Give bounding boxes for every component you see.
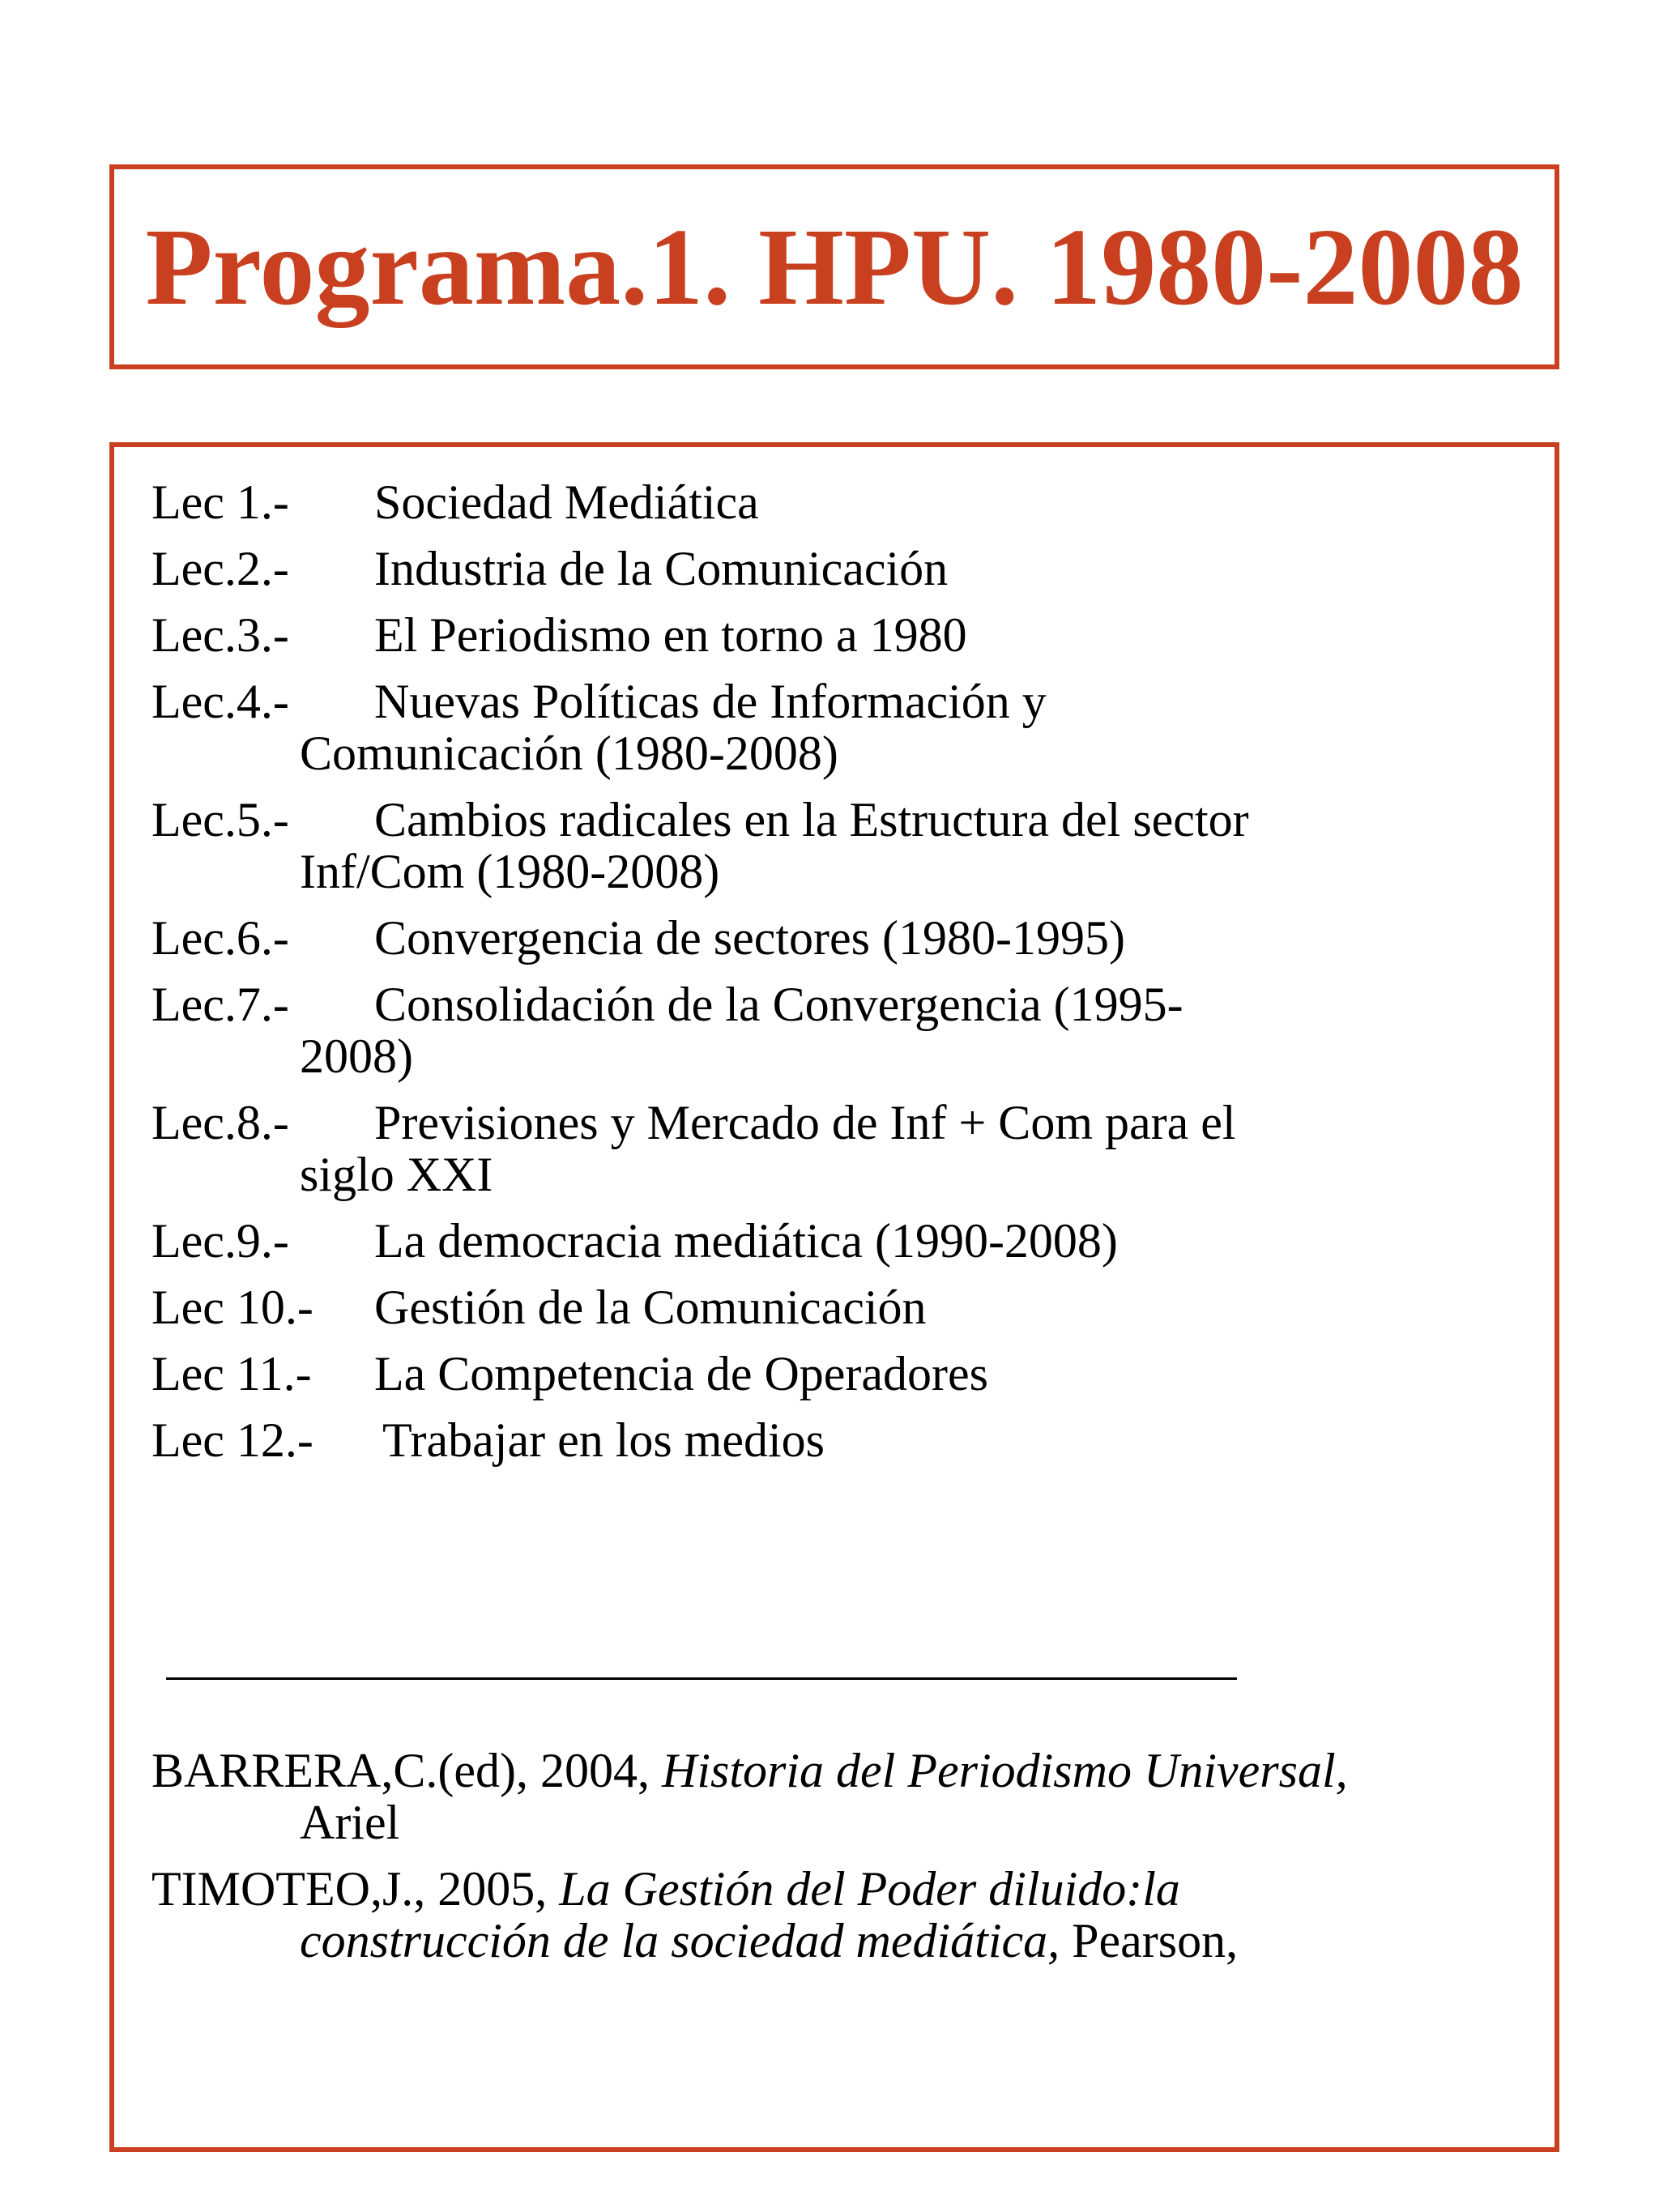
lesson-number: Lec 11.- [151,1347,312,1400]
lesson-title: Industria de la Comunicación [374,542,949,595]
reference-author: TIMOTEO,J., 2005, [151,1862,560,1916]
content-box [109,442,1559,2152]
reference-book-title: Historia del Periodismo Universal, [662,1744,1348,1797]
lesson-title: Convergencia de sectores (1980-1995) [374,911,1125,965]
lesson-number: Lec.8.- [151,1096,289,1149]
lesson-title: Previsiones y Mercado de Inf + Com para el [374,1096,1236,1149]
reference-publisher: Ariel [300,1796,400,1849]
lesson-title-continued: 2008) [300,1029,413,1083]
lesson-item-7 [151,978,1529,1082]
lesson-number: Lec.9.- [151,1214,289,1268]
lesson-title: Nuevas Políticas de Información y [374,675,1047,728]
lesson-item-9 [151,1215,1529,1267]
title-box [109,164,1559,369]
reference-book-title-line2: construcción de la sociedad mediática, [300,1914,1060,1967]
reference-list [151,1745,1553,1981]
reference-book-title: La Gestión del Poder diluido:la [559,1862,1180,1916]
page-title: Programa.1. HPU. 1980-2008 [145,206,1524,328]
lesson-item-2 [151,543,1529,595]
lesson-number: Lec.4.- [151,675,289,728]
lesson-title: Gestión de la Comunicación [374,1281,927,1334]
lesson-item-1 [151,476,1529,528]
lesson-item-4 [151,676,1529,779]
lesson-number: Lec.5.- [151,793,289,846]
lesson-number: Lec 10.- [151,1281,313,1334]
lesson-item-3 [151,609,1529,661]
lesson-item-11 [151,1348,1529,1400]
lesson-title-continued: Inf/Com (1980-2008) [300,845,720,898]
lesson-title: Trabajar en los medios [382,1413,825,1467]
lesson-number: Lec 1.- [151,475,289,529]
lesson-number: Lec.3.- [151,608,289,662]
lesson-title-continued: Comunicación (1980-2008) [300,727,838,780]
lesson-title: La democracia mediática (1990-2008) [374,1214,1118,1268]
lesson-number: Lec.6.- [151,911,289,965]
lesson-title: Cambios radicales en la Estructura del sector [374,793,1249,846]
reference-publisher: Pearson, [1060,1914,1239,1967]
lesson-item-5 [151,794,1529,897]
lesson-number: Lec.7.- [151,978,289,1031]
lesson-number: Lec 12.- [151,1413,313,1467]
lesson-item-8 [151,1097,1529,1200]
lesson-item-12 [151,1414,1529,1466]
reference-item-1 [151,1745,1553,1848]
reference-author: BARRERA,C.(ed), 2004, [151,1744,662,1797]
lesson-item-10 [151,1281,1529,1333]
lesson-item-6 [151,912,1529,964]
lesson-title: Sociedad Mediática [374,475,759,529]
reference-item-2 [151,1863,1553,1967]
lesson-number: Lec.2.- [151,542,289,595]
reference-book-title-continued [151,1915,1553,1967]
lesson-list [151,476,1529,1481]
lesson-title-continued: siglo XXI [300,1148,493,1201]
lesson-title: Consolidación de la Convergencia (1995- [374,978,1183,1031]
separator-line [166,1677,1237,1680]
lesson-title: El Periodismo en torno a 1980 [374,608,967,662]
lesson-title: La Competencia de Operadores [374,1347,988,1400]
